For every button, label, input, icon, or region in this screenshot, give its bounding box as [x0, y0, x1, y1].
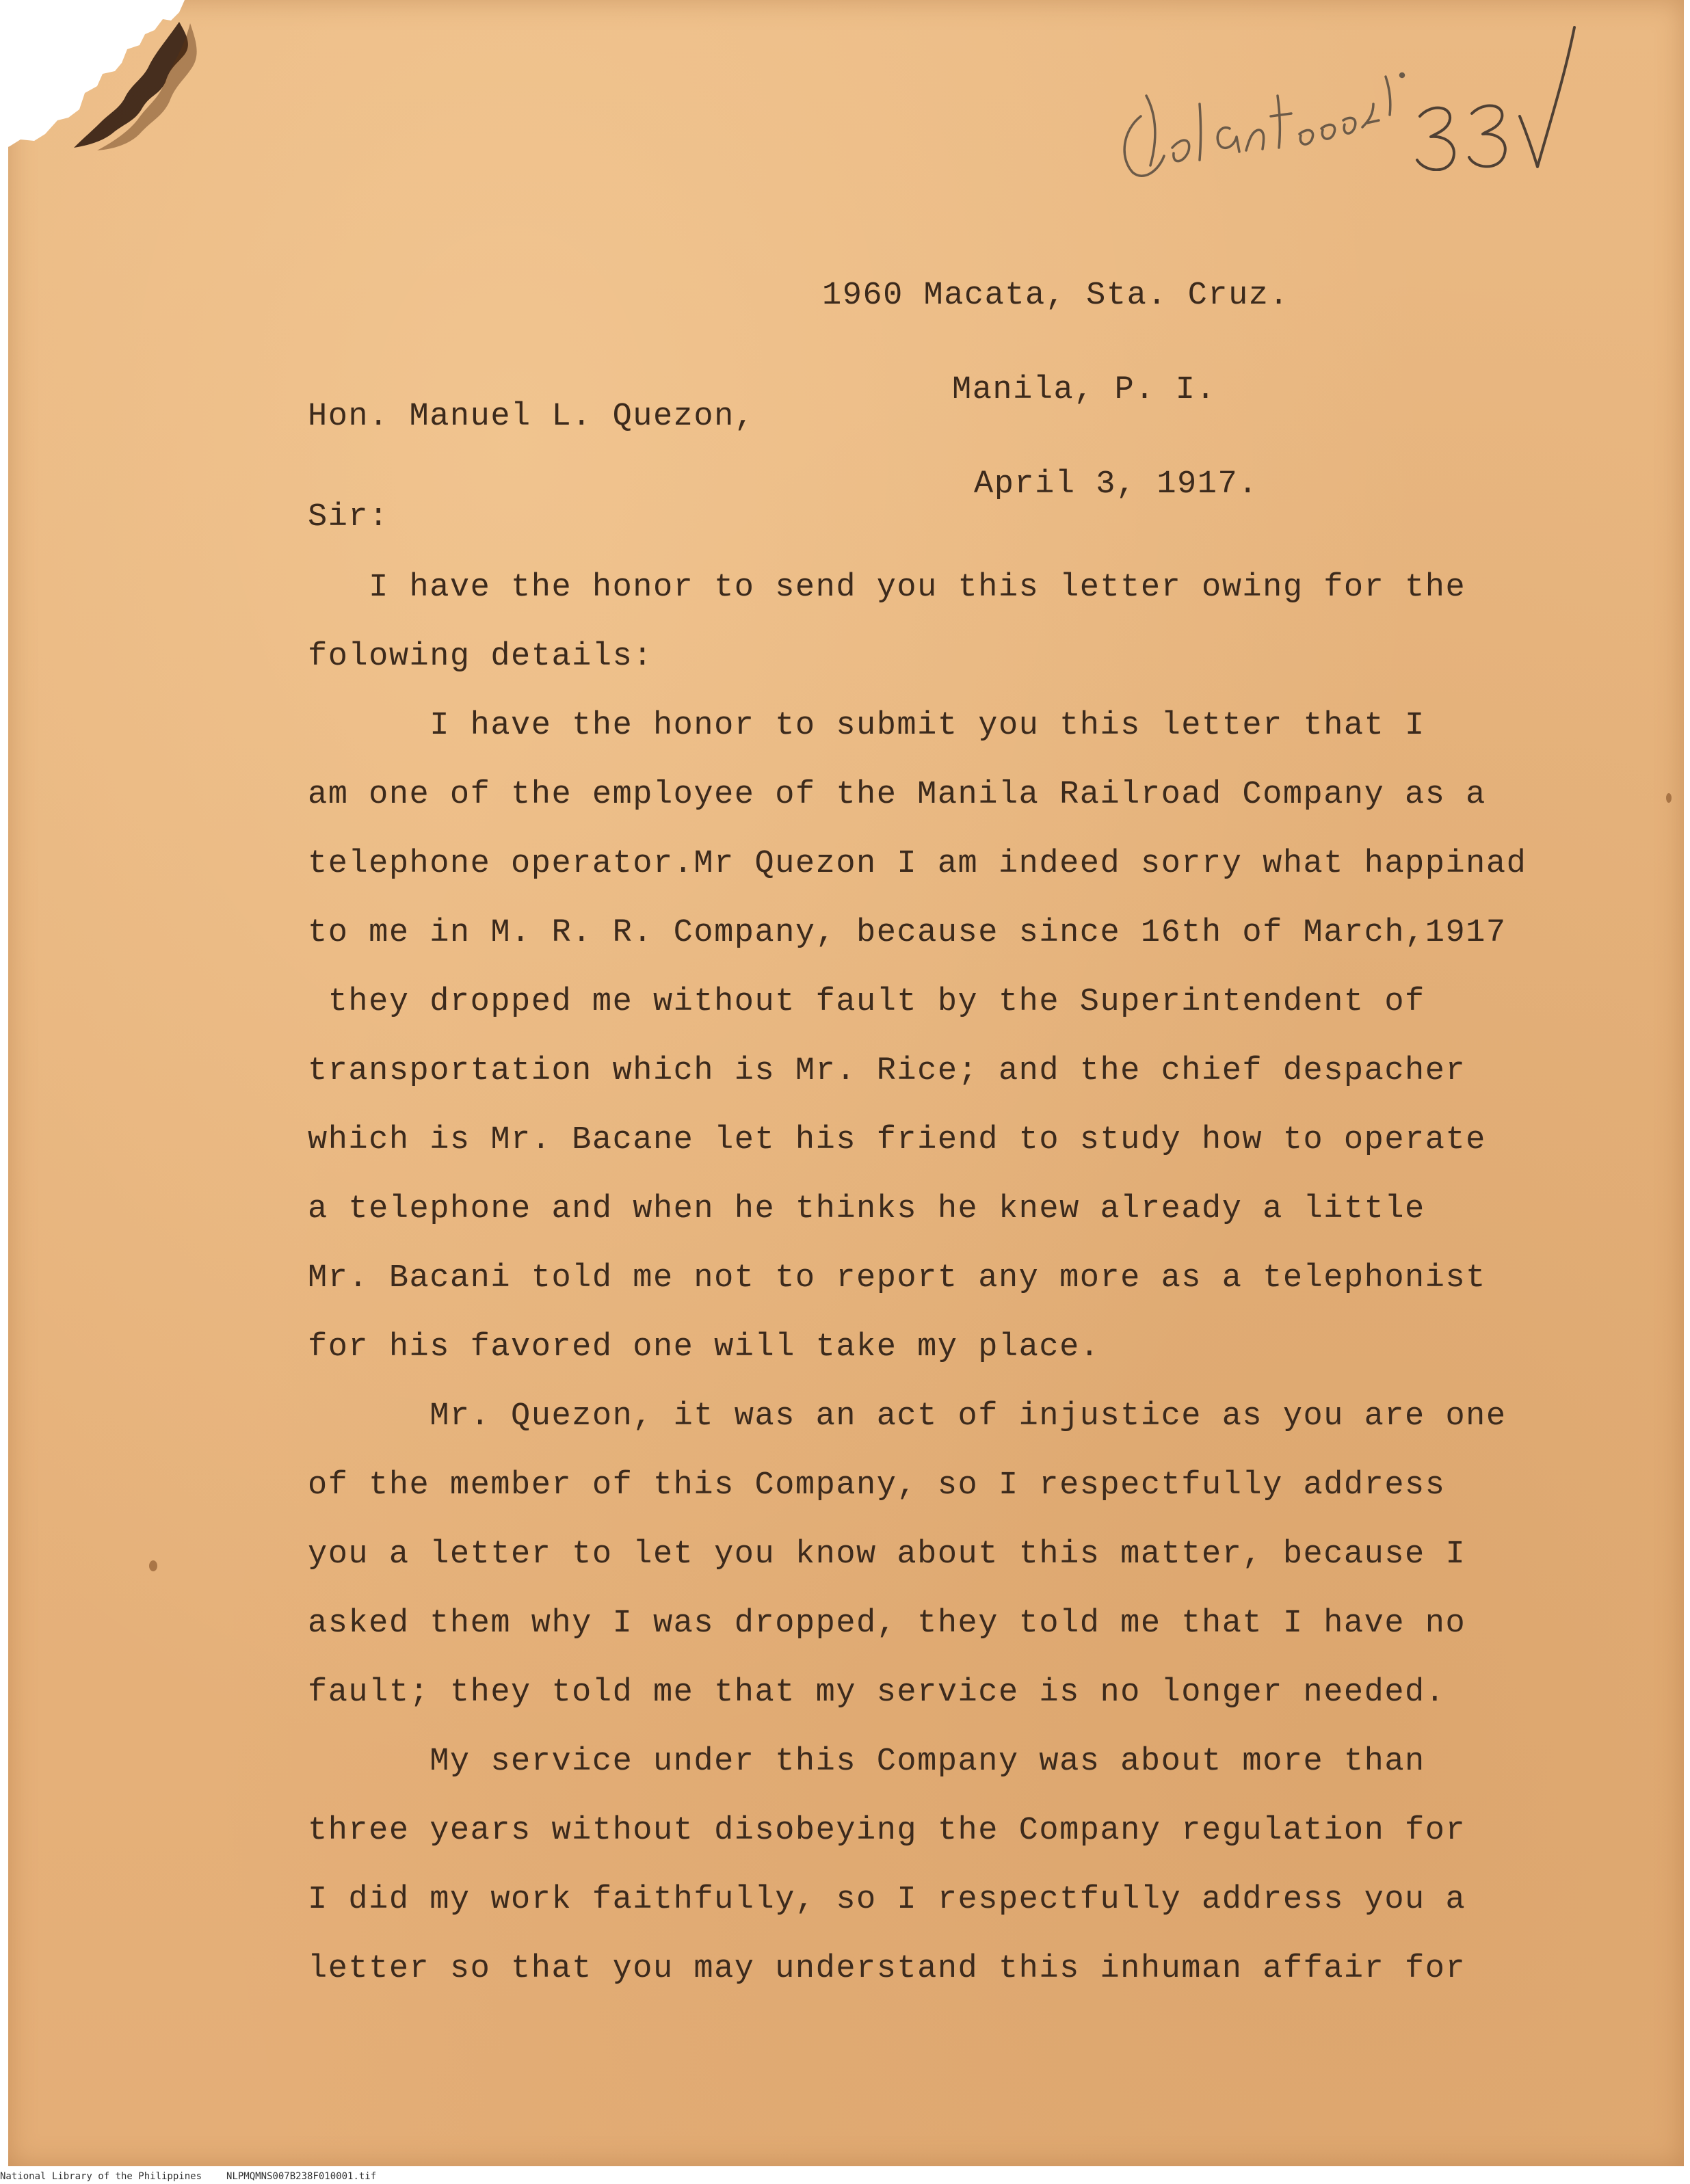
body-line: three years without disobeying the Company regulation for — [308, 1813, 1466, 1849]
greeting-line: Sir: — [308, 499, 389, 535]
file-id-label: NLPMQMNS007B238F010001.tif — [226, 2171, 377, 2182]
body-line: Mr. Quezon, it was an act of injustice as you are one — [308, 1398, 1507, 1435]
letter-date: April 3, 1917. — [974, 466, 1258, 503]
body-line: to me in M. R. R. Company, because since 16th of March,1917 — [308, 915, 1507, 951]
handwritten-note — [1075, 14, 1431, 191]
burn-mark — [49, 21, 207, 150]
body-line: they dropped me without fault by the Superintendent of — [308, 984, 1425, 1020]
letter-page — [8, 0, 1684, 2166]
address-line: Manila, P. I. — [952, 372, 1217, 408]
body-line: you a letter to let you know about this matter, because I — [308, 1536, 1466, 1573]
body-line: fault; they told me that my service is no longer needed. — [308, 1675, 1446, 1711]
body-line: asked them why I was dropped, they told me that I have no — [308, 1606, 1466, 1642]
body-line: Mr. Bacani told me not to report any more as a telephonist — [308, 1260, 1486, 1296]
scan-footer — [0, 2171, 401, 2182]
body-line: folowing details: — [308, 639, 653, 675]
institution-label: National Library of the Philippines — [0, 2171, 202, 2182]
recipient-line: Hon. Manuel L. Quezon, — [308, 399, 755, 435]
body-line: letter so that you may understand this inhuman affair for — [308, 1951, 1466, 1987]
page-number-annotation — [1403, 14, 1581, 171]
body-line: a telephone and when he thinks he knew already a little — [308, 1191, 1425, 1227]
body-line: My service under this Company was about more than — [308, 1744, 1425, 1780]
body-line: transportation which is Mr. Rice; and the chief despacher — [308, 1053, 1466, 1089]
body-line: which is Mr. Bacane let his friend to study how to operate — [308, 1122, 1486, 1158]
body-line: for his favored one will take my place. — [308, 1329, 1100, 1366]
body-line: am one of the employee of the Manila Railroad Company as a — [308, 777, 1486, 813]
body-line: of the member of this Company, so I respectfully address — [308, 1467, 1446, 1504]
ink-stain — [149, 1560, 157, 1571]
letter-body — [308, 568, 1662, 2018]
sender-address — [822, 217, 1289, 563]
address-line: 1960 Macata, Sta. Cruz. — [822, 278, 1290, 314]
body-line: I did my work faithfully, so I respectfully address you a — [308, 1882, 1466, 1918]
body-line: I have the honor to submit you this letter that I — [308, 708, 1425, 744]
body-line: telephone operator.Mr Quezon I am indeed sorry what happinad — [308, 846, 1527, 882]
ink-stain — [1666, 793, 1672, 803]
body-line: I have the honor to send you this letter owing for the — [308, 570, 1466, 606]
